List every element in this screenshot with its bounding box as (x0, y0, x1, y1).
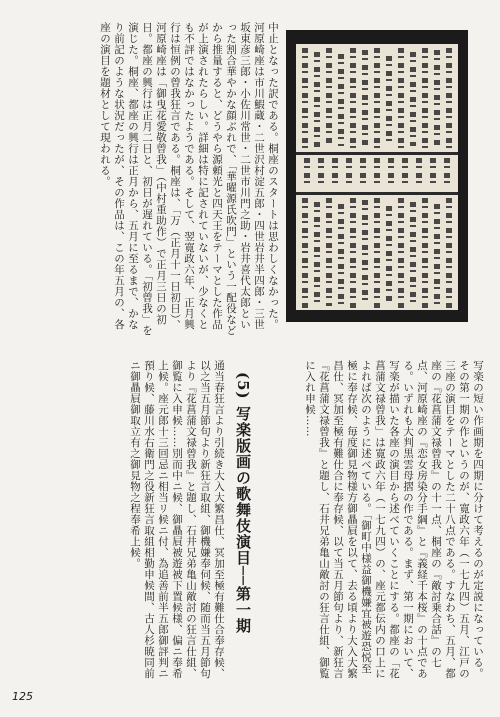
handwriting-stroke (374, 198, 380, 308)
handwriting-stroke (446, 198, 452, 308)
handwriting-stroke (444, 158, 450, 188)
handwriting-stroke (302, 48, 308, 148)
handwriting-stroke (338, 204, 344, 304)
quoted-passage: 通当春狂言より引続き大入大繁昌仕、冥加至極有難仕合奉存候、以之当五月節句より新狂言取組、御機嫌奉伺候、随而当五月節句より『花菖蒲文禄曾我』と題し、石井兄弟亀山敵討の狂言仕組、御覧に入申候……別而中ニ候、御贔屓被遊被下置候様、偏ニ奉希上候。座元郎十三回忌ニ相当リ候ニ付、為追善前半五郎御評判ニ預り候、藤川水右衛門之役新狂言取組相勤申候間、古人杉暁同前ニ御贔屓御取立有之御見物之程奉希上候。 (129, 360, 225, 679)
handwriting-stroke (326, 48, 332, 146)
handwriting-stroke (374, 48, 380, 148)
section-heading: (5) 写楽版画の歌舞伎演目──第一期 (234, 372, 252, 634)
handwriting-stroke (304, 158, 310, 188)
handwriting-stroke (410, 202, 416, 306)
handwriting-stroke (422, 48, 428, 148)
handwriting-stroke (350, 48, 356, 148)
manuscript-divider (296, 192, 458, 195)
handwriting-stroke (318, 158, 324, 188)
handwritten-manuscript-image (296, 44, 458, 310)
handwriting-stroke (360, 158, 366, 188)
document-photo (286, 30, 468, 322)
handwriting-stroke (386, 56, 392, 146)
lower-body-text: 写楽の短い作画期を四期に分けて考えるのが定説になっている。その第一期の作というのが、寛政六年（一七九四）五月、江戸の三座の演目をテーマとした二十八点である。すなわち、五月、都座の『花菖蒲文禄曾我』の十一点、桐座の『敵討乗合話』の七点、河原崎座の『恋女房染分手綱』と『義経千本桜』の十点である。いずれも大判黒雲母摺の作である。まず、第一期において、写楽が描いた各座の演目から述べていくことにする。都座の「花菖蒲文禄曾我」は寛政六年（一七九四）の、座元都伝内の口上によれば次のように述べている。「御町中様益御機嫌宜被遊恐悦至極に奉存候、毎度御見物様方御贔屓を以て、去る頃より大入大繁昌仕、冥加至極有難仕合に奉存候、以て当五月節句より、新狂言『花菖蒲文禄曾我』と題し、石井兄弟亀山敵討の狂言仕組、御覧に入れ申候…… (304, 360, 484, 679)
handwriting-stroke (434, 204, 440, 304)
handwriting-stroke (362, 50, 368, 146)
handwriting-stroke (362, 200, 368, 304)
page-number: 125 (12, 690, 33, 703)
handwriting-stroke (332, 158, 338, 188)
handwriting-stroke (402, 158, 408, 188)
handwriting-stroke (350, 198, 356, 308)
handwriting-stroke (398, 198, 404, 308)
handwriting-stroke (422, 198, 428, 308)
handwriting-stroke (434, 50, 440, 148)
upper-body-text: 中止となった訳である。桐座のスタートは思わしくなかった。河原崎座は市川鰕蔵・二世沢村淀五郎・四世岩井半四郎・三世坂東彦三郎・小佐川常世・二世市川門之助・岩井喜代太郎といった割合華やかな顔ぶれで、「華曜源氏吹門」という一配役などから推量すると、どうやら源頼光と四天王をテーマとした作品が上演されたらしい。詳細は特に記されていないが、少なくとも不評ではなかったようである。そして、翌寛政六年、正月興行は恒例の曾我狂言である。桐座は、「万（正月十一日初日）、河原崎座は「御曳花愛敬曾我」（中村重助作）で正月三日の初日。都座の興行は正月二日と、初日が遅れている。「初曾我」を演じた。桐座、都座の興行は正月から、五月に至るまで、かなり前記のような状況だったが、その作品は、この年五月の、各座の演目を題材として現われる。 (99, 22, 279, 336)
handwriting-stroke (430, 158, 436, 188)
handwriting-stroke (410, 52, 416, 146)
handwriting-stroke (302, 198, 308, 308)
handwriting-stroke (314, 52, 320, 148)
handwriting-stroke (398, 48, 404, 148)
handwriting-stroke (416, 158, 422, 188)
handwriting-stroke (374, 158, 380, 188)
handwriting-stroke (338, 54, 344, 146)
handwriting-stroke (326, 198, 332, 306)
handwriting-stroke (314, 202, 320, 302)
handwriting-stroke (386, 206, 392, 302)
handwriting-stroke (346, 158, 352, 188)
handwriting-stroke (446, 48, 452, 148)
manuscript-divider (296, 152, 458, 155)
handwriting-stroke (388, 158, 394, 188)
